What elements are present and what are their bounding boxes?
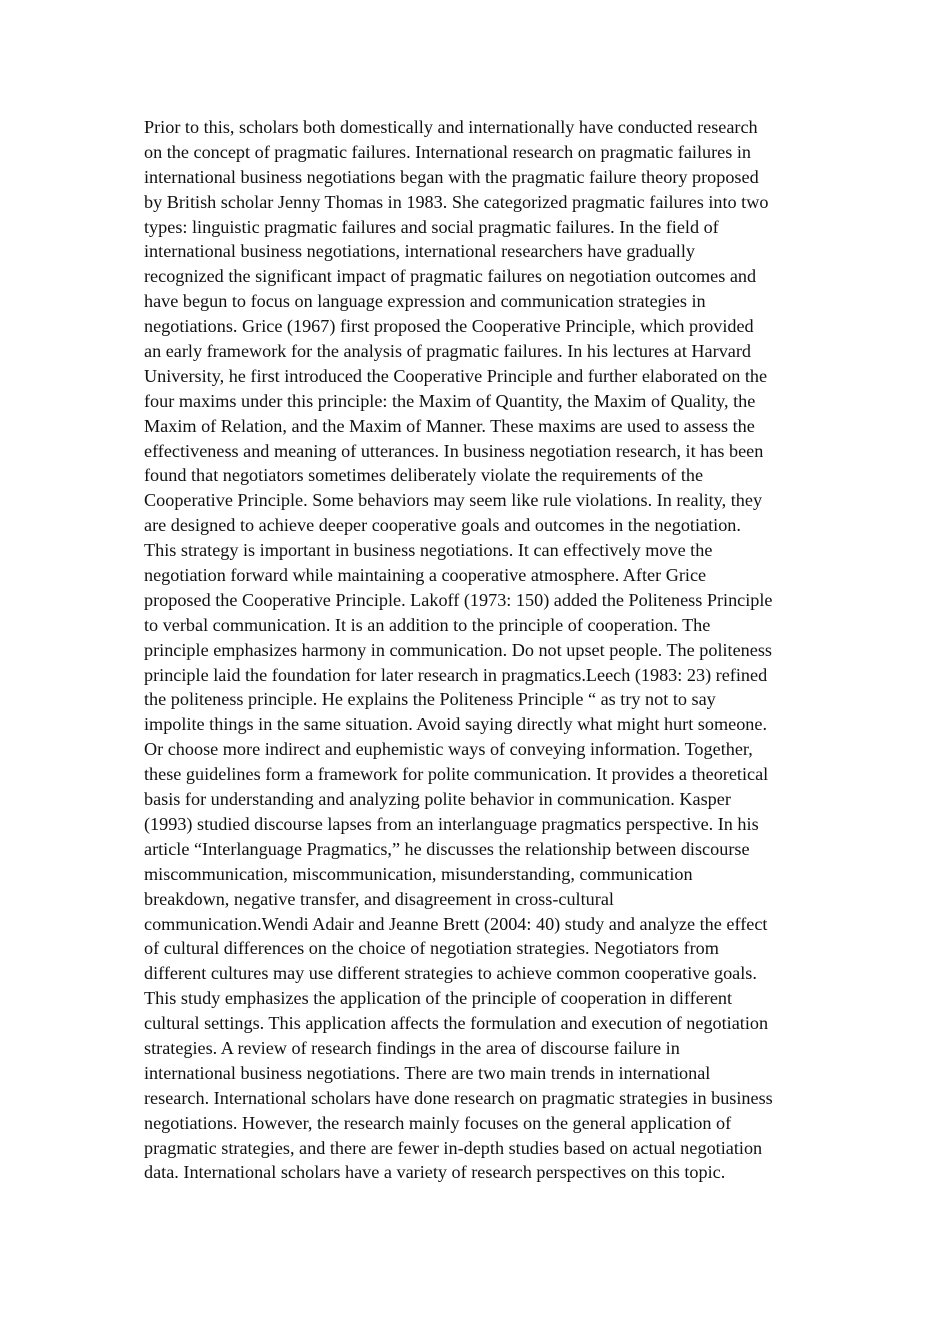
text-line: these guidelines form a framework for polite communication. It provides a theoretical (144, 764, 769, 785)
text-line: breakdown, negative transfer, and disagreement in cross-cultural (144, 888, 614, 909)
text-line: on the concept of pragmatic failures. International research on pragmatic failures in (144, 141, 751, 162)
text-line: This strategy is important in business negotiations. It can effectively move the (144, 540, 713, 561)
text-line: Or choose more indirect and euphemistic ways of conveying information. Together, (144, 739, 753, 760)
text-line: Maxim of Relation, and the Maxim of Manner. These maxims are used to assess the (144, 415, 755, 436)
text-line: different cultures may use different strategies to achieve common cooperative goals. (144, 963, 757, 984)
text-line: Cooperative Principle. Some behaviors may seem like rule violations. In reality, they (144, 490, 763, 511)
text-line: negotiation forward while maintaining a cooperative atmosphere. After Grice (144, 565, 707, 586)
text-line: are designed to achieve deeper cooperative goals and outcomes in the negotiation. (144, 515, 741, 536)
text-line: This study emphasizes the application of the principle of cooperation in different (144, 988, 733, 1009)
text-line: international business negotiations. There are two main trends in international (144, 1062, 711, 1083)
text-line: article “Interlanguage Pragmatics,” he discusses the relationship between discourse (144, 838, 750, 859)
text-line: communication.Wendi Adair and Jeanne Brett (2004: 40) study and analyze the effect (144, 913, 768, 934)
text-line: research. International scholars have done research on pragmatic strategies in business (144, 1087, 773, 1108)
text-line: impolite things in the same situation. Avoid saying directly what might hurt someone. (144, 714, 768, 735)
text-line: Prior to this, scholars both domestically and internationally have conducted research (144, 117, 758, 137)
text-line: international business negotiations, international researchers have gradually (144, 241, 695, 262)
body-paragraph (144, 115, 808, 1185)
text-line: by British scholar Jenny Thomas in 1983. She categorized pragmatic failures into two (144, 191, 769, 212)
text-line: strategies. A review of research findings in the area of discourse failure in (144, 1037, 680, 1058)
text-line: the politeness principle. He explains the Politeness Principle “ as try not to say (144, 689, 716, 710)
text-line: principle emphasizes harmony in communication. Do not upset people. The politeness (144, 639, 773, 660)
text-line: data. International scholars have a variety of research perspectives on this topic. (144, 1162, 726, 1183)
text-line: proposed the Cooperative Principle. Lakoff (1973: 150) added the Politeness Principle (144, 589, 773, 610)
text-line: types: linguistic pragmatic failures and social pragmatic failures. In the field of (144, 216, 719, 237)
text-line: miscommunication, miscommunication, misunderstanding, communication (144, 863, 693, 884)
text-line: basis for understanding and analyzing polite behavior in communication. Kasper (144, 789, 731, 810)
text-line: of cultural differences on the choice of negotiation strategies. Negotiators from (144, 938, 719, 959)
text-line: four maxims under this principle: the Maxim of Quantity, the Maxim of Quality, the (144, 390, 756, 411)
text-line: negotiations. However, the research mainly focuses on the general application of (144, 1112, 732, 1133)
text-line: effectiveness and meaning of utterances. In business negotiation research, it has been (144, 440, 764, 461)
text-line: international business negotiations began with the pragmatic failure theory proposed (144, 166, 759, 187)
text-line: to verbal communication. It is an addition to the principle of cooperation. The (144, 614, 711, 635)
text-line: recognized the significant impact of pragmatic failures on negotiation outcomes and (144, 266, 757, 287)
text-line: found that negotiators sometimes deliberately violate the requirements of the (144, 465, 704, 486)
text-line: cultural settings. This application affects the formulation and execution of negotiation (144, 1013, 769, 1034)
text-line: have begun to focus on language expression and communication strategies in (144, 291, 706, 312)
text-line: principle laid the foundation for later research in pragmatics.Leech (1983: 23) refined (144, 664, 768, 685)
text-line: (1993) studied discourse lapses from an interlanguage pragmatics perspective. In his (144, 813, 759, 834)
text-line: pragmatic strategies, and there are fewer in-depth studies based on actual negotiation (144, 1137, 763, 1158)
text-line: University, he first introduced the Cooperative Principle and further elaborated on the (144, 365, 768, 386)
text-line: negotiations. Grice (1967) first proposed the Cooperative Principle, which provided (144, 316, 754, 337)
text-line: an early framework for the analysis of pragmatic failures. In his lectures at Harvard (144, 341, 752, 362)
